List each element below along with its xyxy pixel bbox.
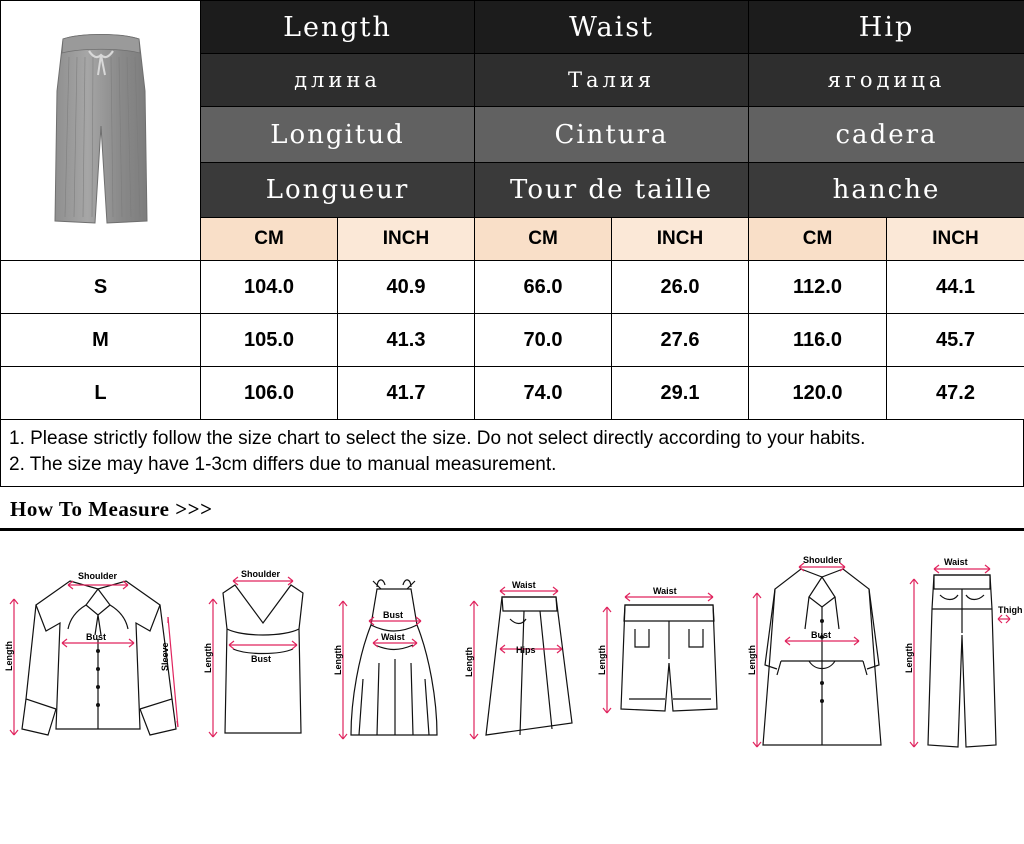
cell-l-hip-inch: 47.2: [887, 367, 1024, 420]
unit-hip-cm: CM: [749, 217, 887, 260]
column-header-length-es: Longitud: [201, 107, 475, 162]
label-shoulder: Shoulder: [78, 571, 118, 582]
blouse-icon: [0, 559, 196, 759]
label-hips: Hips: [515, 645, 536, 656]
label-bust: Bust: [810, 630, 831, 641]
cell-s-length-inch: 40.9: [338, 261, 475, 314]
column-header-hip-fr: hanche: [749, 162, 1024, 217]
size-chart-table: [0, 0, 1024, 420]
note-line-1: 1. Please strictly follow the size chart to select the size. Do not select directly according to your habits.: [9, 428, 866, 449]
label-bust: Bust: [86, 632, 106, 643]
label-length: Length: [597, 645, 608, 676]
how-to-measure-title: How To Measure >>>: [10, 497, 213, 522]
label-waist: Waist: [943, 557, 968, 568]
label-length: Length: [746, 645, 757, 676]
cell-s-waist-inch: 26.0: [612, 261, 749, 314]
figure-pants: [900, 549, 1024, 759]
size-notes: [0, 420, 1024, 487]
cell-l-hip-cm: 120.0: [749, 367, 887, 420]
label-waist: Waist: [511, 580, 536, 591]
column-header-length-fr: Longueur: [201, 162, 475, 217]
coat-icon: [747, 549, 897, 759]
how-to-measure-section: [0, 497, 1024, 522]
figure-skirt: [460, 559, 588, 759]
cell-m-waist-inch: 27.6: [612, 314, 749, 367]
tank-top-icon: [199, 559, 329, 759]
cell-m-length-cm: 105.0: [201, 314, 338, 367]
column-header-length-ru: длина: [201, 54, 475, 107]
cell-l-waist-cm: 74.0: [475, 367, 612, 420]
shorts-icon: [591, 559, 743, 759]
column-header-waist-ru: Талия: [475, 54, 749, 107]
cell-l-length-cm: 106.0: [201, 367, 338, 420]
label-length: Length: [4, 641, 14, 672]
size-label-m: M: [1, 314, 201, 367]
label-length: Length: [463, 647, 474, 678]
column-header-hip-ru: ягодица: [749, 54, 1024, 107]
cell-s-hip-inch: 44.1: [887, 261, 1024, 314]
skirt-icon: [460, 559, 588, 759]
column-header-waist-en: Waist: [475, 1, 749, 54]
label-bust: Bust: [382, 610, 403, 621]
cell-l-waist-inch: 29.1: [612, 367, 749, 420]
label-length: Length: [903, 643, 914, 674]
pants-illustration: [1, 1, 200, 260]
label-length: Length: [203, 643, 214, 674]
column-header-length-en: Length: [201, 1, 475, 54]
label-shoulder: Shoulder: [241, 569, 281, 580]
table-row: [1, 367, 1024, 420]
cell-m-hip-cm: 116.0: [749, 314, 887, 367]
figure-shorts: [591, 559, 743, 759]
figure-coat: [747, 549, 897, 759]
cell-m-hip-inch: 45.7: [887, 314, 1024, 367]
header-row-english: [1, 1, 1024, 54]
label-thigh: Thigh: [997, 605, 1023, 616]
figure-tank-top: [199, 559, 329, 759]
cell-l-length-inch: 41.7: [338, 367, 475, 420]
label-waist: Waist: [380, 632, 405, 643]
cell-m-waist-cm: 70.0: [475, 314, 612, 367]
label-waist: Waist: [653, 586, 677, 597]
unit-hip-inch: INCH: [887, 217, 1024, 260]
size-label-l: L: [1, 367, 201, 420]
cell-s-hip-cm: 112.0: [749, 261, 887, 314]
label-shoulder: Shoulder: [802, 555, 842, 566]
unit-waist-inch: INCH: [612, 217, 749, 260]
unit-waist-cm: CM: [475, 217, 612, 260]
cell-m-length-inch: 41.3: [338, 314, 475, 367]
measurement-figures: [0, 531, 1024, 759]
label-length: Length: [332, 645, 343, 676]
column-header-waist-fr: Tour de taille: [475, 162, 749, 217]
figure-blouse: [0, 559, 196, 759]
pants-measure-icon: [900, 549, 1024, 759]
cell-s-length-cm: 104.0: [201, 261, 338, 314]
figure-dress: [333, 559, 457, 759]
product-image-cell: [1, 1, 201, 261]
column-header-hip-es: cadera: [749, 107, 1024, 162]
unit-length-inch: INCH: [338, 217, 475, 260]
dress-icon: [333, 559, 457, 759]
size-label-s: S: [1, 261, 201, 314]
table-row: [1, 314, 1024, 367]
unit-length-cm: CM: [201, 217, 338, 260]
pants-icon: [41, 31, 161, 231]
label-sleeve: Sleeve: [160, 642, 170, 672]
note-line-2: 2. The size may have 1-3cm differs due to manual measurement.: [9, 454, 557, 476]
label-bust: Bust: [251, 654, 272, 665]
column-header-hip-en: Hip: [749, 1, 1024, 54]
table-row: [1, 261, 1024, 314]
cell-s-waist-cm: 66.0: [475, 261, 612, 314]
column-header-waist-es: Cintura: [475, 107, 749, 162]
